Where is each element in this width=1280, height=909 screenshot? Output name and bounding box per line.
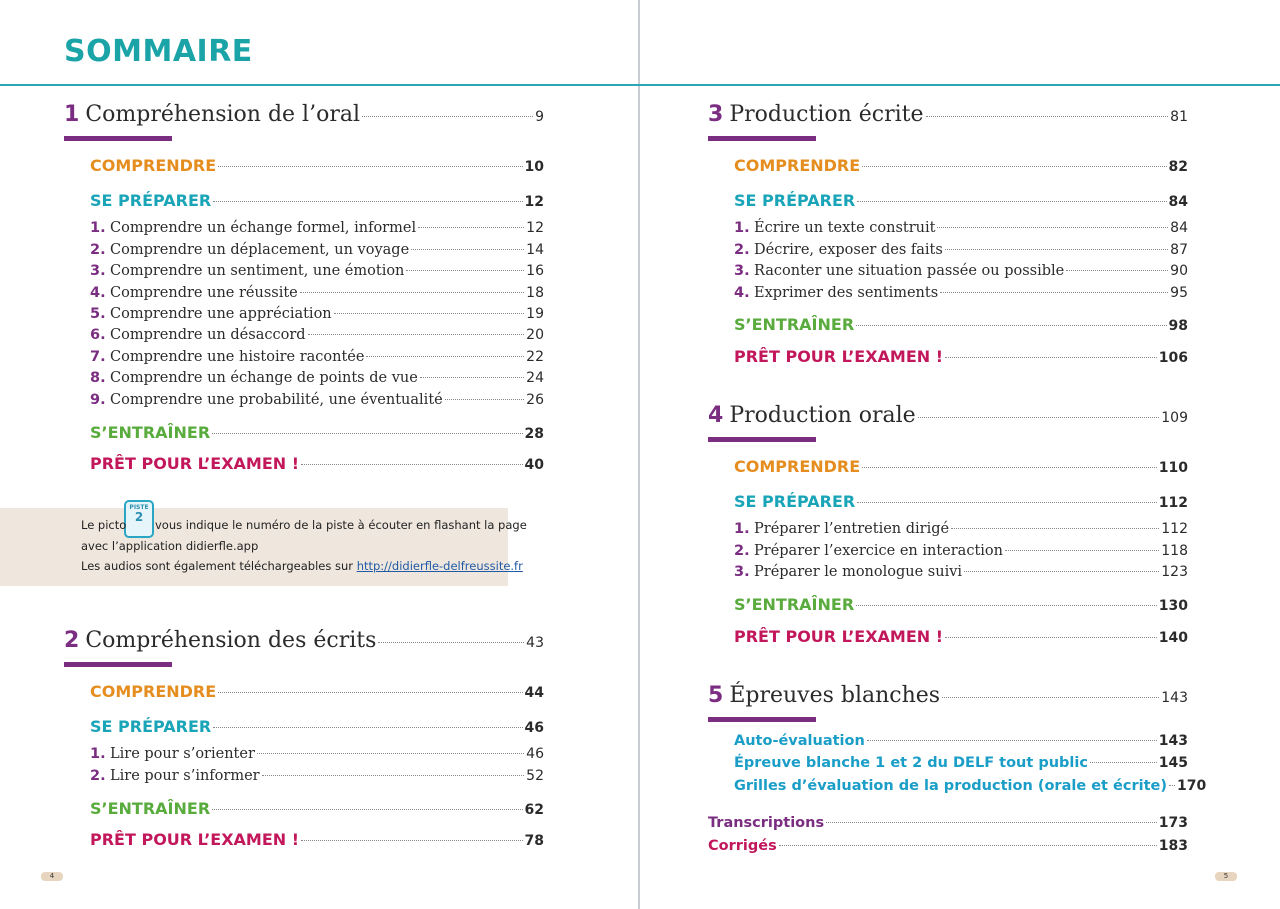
part-4-heading[interactable]	[708, 403, 1188, 428]
entry-se-preparer[interactable]: SE PRÉPARER 12	[90, 191, 544, 210]
list-item[interactable]: 8. Comprendre un échange de points de vue 24	[90, 370, 544, 386]
entry-s-entrainer[interactable]: S’ENTRAÎNER 62	[90, 799, 544, 818]
page-number: 43	[526, 635, 544, 651]
part-underline	[708, 717, 816, 722]
part-2-heading[interactable]	[64, 628, 544, 653]
audio-info-box	[0, 504, 527, 586]
list-item[interactable]: 7. Comprendre une histoire racontée 22	[90, 349, 544, 365]
entry-auto-evaluation[interactable]: Auto-évaluation 143	[734, 733, 1188, 749]
entry-s-entrainer[interactable]: S’ENTRAÎNER 98	[734, 315, 1188, 334]
list-item[interactable]: 5. Comprendre une appréciation 19	[90, 306, 544, 322]
entry-comprendre[interactable]: COMPRENDRE 110	[734, 457, 1188, 476]
page-title: SOMMAIRE	[64, 34, 253, 69]
entry-grilles-evaluation[interactable]: Grilles d’évaluation de la production (orale et écrite) 170	[734, 778, 1207, 794]
part-number: 3	[708, 102, 724, 127]
list-item[interactable]: 2. Décrire, exposer des faits 87	[734, 242, 1188, 258]
page-number: 9	[535, 109, 544, 125]
entry-s-entrainer[interactable]: S’ENTRAÎNER 130	[734, 595, 1188, 614]
part-5-heading[interactable]	[708, 683, 1188, 708]
part-underline	[708, 136, 816, 141]
entry-comprendre[interactable]: COMPRENDRE 10	[90, 156, 544, 175]
info-text: vous indique le numéro de la piste à écouter en flashant la page	[155, 518, 527, 532]
part-underline	[64, 662, 172, 667]
list-item[interactable]: 4. Exprimer des sentiments 95	[734, 285, 1188, 301]
part-title: Production écrite	[729, 102, 924, 127]
entry-pret-pour-l-examen[interactable]: PRÊT POUR L’EXAMEN ! 78	[90, 830, 544, 849]
entry-se-preparer[interactable]: SE PRÉPARER 46	[90, 717, 544, 736]
info-text: Les audios sont également téléchargeables sur http://didierfle-delfreussite.fr	[81, 559, 523, 573]
entry-pret-pour-l-examen[interactable]: PRÊT POUR L’EXAMEN ! 40	[90, 454, 544, 473]
part-underline	[64, 136, 172, 141]
list-item[interactable]: 3. Raconter une situation passée ou possible 90	[734, 263, 1188, 279]
entry-se-preparer[interactable]: SE PRÉPARER 112	[734, 492, 1188, 511]
list-item[interactable]: 1. Comprendre un échange formel, informel 12	[90, 220, 544, 236]
list-item[interactable]: 9. Comprendre une probabilité, une éventualité 26	[90, 392, 544, 408]
entry-se-preparer[interactable]: SE PRÉPARER 84	[734, 191, 1188, 210]
leader-dots	[926, 116, 1169, 117]
entry-pret-pour-l-examen[interactable]: PRÊT POUR L’EXAMEN ! 106	[734, 347, 1188, 366]
info-text: avec l’application didierfle.app	[81, 539, 259, 553]
part-number: 4	[708, 403, 724, 428]
leader-dots	[918, 417, 1160, 418]
page-folio-left: 4	[41, 872, 63, 881]
part-underline	[708, 437, 816, 442]
leader-dots	[942, 697, 1159, 698]
leader-dots	[362, 116, 533, 117]
part-number: 2	[64, 628, 80, 653]
page-number: 143	[1161, 690, 1188, 706]
info-text: Le picto	[81, 518, 127, 532]
part-number: 5	[708, 683, 724, 708]
list-item[interactable]: 3. Comprendre un sentiment, une émotion 16	[90, 263, 544, 279]
piste-icon: PISTE 2	[124, 500, 154, 538]
part-3-heading[interactable]	[708, 102, 1188, 127]
entry-comprendre[interactable]: COMPRENDRE 44	[90, 682, 544, 701]
part-title: Production orale	[729, 403, 916, 428]
entry-pret-pour-l-examen[interactable]: PRÊT POUR L’EXAMEN ! 140	[734, 627, 1188, 646]
entry-epreuve-blanche[interactable]: Épreuve blanche 1 et 2 du DELF tout public 145	[734, 755, 1188, 771]
part-title: Épreuves blanches	[729, 683, 941, 708]
list-item[interactable]: 2. Préparer l’exercice en interaction 118	[734, 543, 1188, 559]
list-item[interactable]: 1. Lire pour s’orienter 46	[90, 746, 544, 762]
list-item[interactable]: 2. Lire pour s’informer 52	[90, 768, 544, 784]
audio-download-link[interactable]: http://didierfle-delfreussite.fr	[356, 559, 523, 573]
page-folio-right: 5	[1215, 872, 1237, 881]
list-item[interactable]: 1. Préparer l’entretien dirigé 112	[734, 521, 1188, 537]
part-title: Compréhension des écrits	[85, 628, 377, 653]
entry-transcriptions[interactable]: Transcriptions 173	[708, 815, 1188, 831]
page-number: 81	[1170, 109, 1188, 125]
list-item[interactable]: 3. Préparer le monologue suivi 123	[734, 564, 1188, 580]
page-spine	[638, 0, 640, 909]
leader-dots	[378, 642, 524, 643]
part-title: Compréhension de l’oral	[85, 102, 361, 127]
list-item[interactable]: 6. Comprendre un désaccord 20	[90, 327, 544, 343]
part-number: 1	[64, 102, 80, 127]
page-number: 109	[1161, 410, 1188, 426]
list-item[interactable]: 4. Comprendre une réussite 18	[90, 285, 544, 301]
list-item[interactable]: 1. Écrire un texte construit 84	[734, 220, 1188, 236]
entry-corriges[interactable]: Corrigés 183	[708, 838, 1188, 854]
entry-comprendre[interactable]: COMPRENDRE 82	[734, 156, 1188, 175]
entry-s-entrainer[interactable]: S’ENTRAÎNER 28	[90, 423, 544, 442]
list-item[interactable]: 2. Comprendre un déplacement, un voyage 14	[90, 242, 544, 258]
header-rule	[0, 84, 1280, 86]
part-1-heading[interactable]	[64, 102, 544, 127]
